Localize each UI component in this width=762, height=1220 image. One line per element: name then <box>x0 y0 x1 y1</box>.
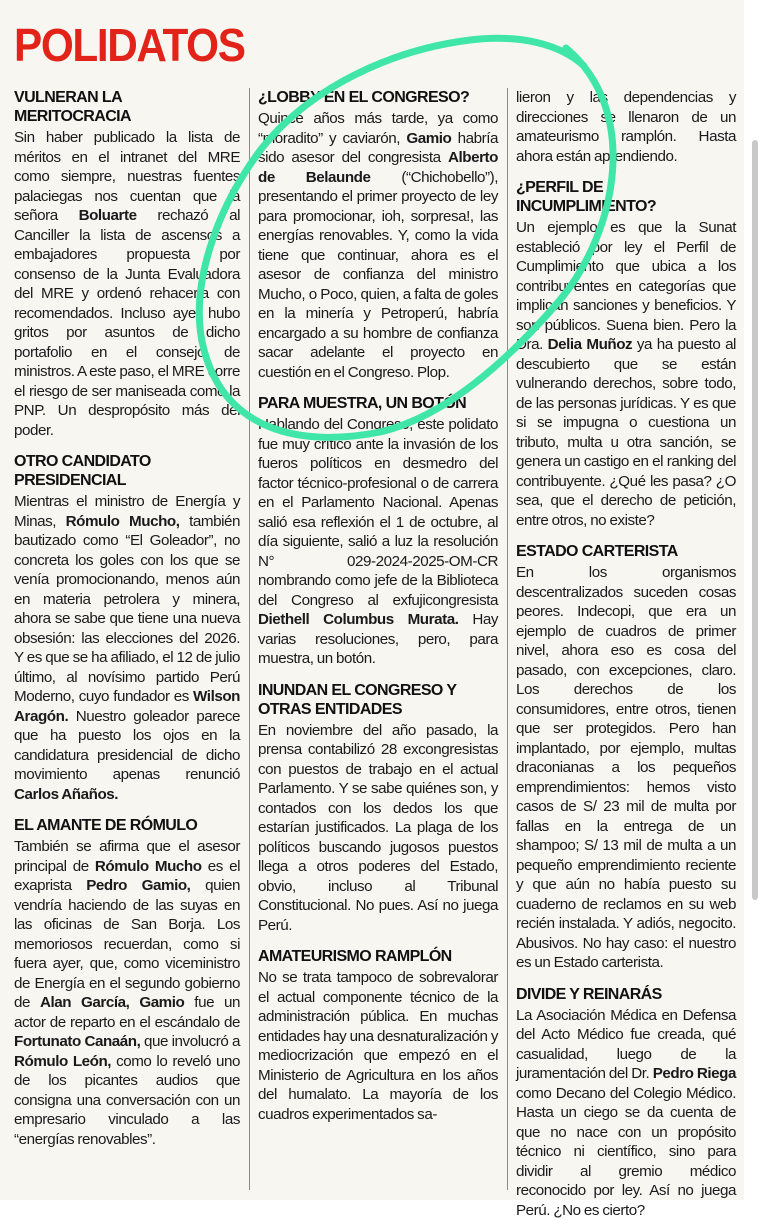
body-text: Sin haber publicado la lista de méritos en el intranet del MRE como siempre, nuestras fuentes palaciegas nos cuentan que la señora <box>14 129 240 224</box>
article-headline: INUNDAN EL CONGRESO Y OTRAS ENTIDADES <box>258 681 498 719</box>
article-body <box>516 218 736 530</box>
body-text: Mientras el ministro de Energía y Minas, <box>14 493 240 530</box>
section-masthead: POLIDATOS <box>14 22 245 68</box>
body-text: Un ejemplo es que la Sunat estableció por ley el Perfil de Cumplimiento que ubica a los contribuyentes en categorías que implican sanciones y beneficios. Y son públicos. Suena bien. Pero la Dra. <box>516 219 736 353</box>
bold-name: Alberto de Belaunde <box>258 149 498 186</box>
article-body <box>14 128 240 440</box>
body-text: como Decano del Colegio Médico. Hasta un ciego se da cuenta de que no nace con un propósito técnico ni científico, sino para dividir al gremio médico reconocido por ley. Así no juega Perú. ¿No es cierto? <box>516 1085 736 1219</box>
article-headline: PARA MUESTRA, UN BOTÓN <box>258 394 498 413</box>
body-text: también bautizado como “El Goleador”, no concreta los goles con los que se venía promocionando, menos aún en materia petrolera y minera, ahora se sabe que tiene una nueva obsesión: las elecciones del 2026. Y es que se ha afiliado, el 12 de julio último, al novísimo partido Perú Moderno, cuyo fundador es <box>14 513 240 706</box>
article-body <box>258 968 498 1124</box>
bold-name: Carlos Añaños. <box>14 786 118 803</box>
body-text: que involucró a <box>140 1033 240 1050</box>
column-1 <box>14 88 240 1190</box>
bold-name: Pedro Riega <box>653 1065 736 1082</box>
body-text: como lo reveló uno de los picantes audios que consigna una conversación con un empresario vinculado a las “energías renovables”. <box>14 1053 240 1148</box>
body-text: Hablando del Congreso, este polidato fue muy crítico ante la invasión de los fueros políticos en desmedro del factor técnico-profesional o de carrera en el Parlamento Nacional. Apenas salió esa reflexión el 1 de octubre, al día siguiente, salió a luz la resolución N° 029-2024-2025-OM-CR nombrando como jefe de la Biblioteca del Congreso al exfujicongresista <box>258 416 498 609</box>
article-headline: EL AMANTE DE RÓMULO <box>14 816 240 835</box>
article-body <box>516 563 736 973</box>
article-headline: ¿PERFIL DE INCUMPLIMIENTO? <box>516 178 736 216</box>
article-headline: DIVIDE Y REINARÁS <box>516 985 736 1004</box>
article <box>516 178 736 530</box>
page-margin <box>744 0 762 1200</box>
article-headline: OTRO CANDIDATO PRESIDENCIAL <box>14 452 240 490</box>
bold-name: Rómulo Mucho, <box>66 513 180 530</box>
body-text: La Asociación Médica en Defensa del Acto Médico fue creada, qué casualidad, luego de la juramentación del Dr. <box>516 1007 736 1083</box>
article-body <box>516 1006 736 1220</box>
article <box>258 681 498 936</box>
article-body <box>258 109 498 382</box>
article <box>258 88 498 382</box>
body-text: quien vendría haciendo de las suyas en las oficinas de San Borja. Los memoriosos recuerdan, como si fuera ayer, que, como viceministro de Energía en el segundo gobierno de <box>14 877 240 1011</box>
article <box>14 816 240 1149</box>
body-text: Nuestro goleador parece que ha puesto los ojos en la candidatura presidencial de dicho movimiento apenas renunció <box>14 708 240 784</box>
article-headline: AMATEURISMO RAMPLÓN <box>258 947 498 966</box>
bold-name: Wilson Aragón. <box>14 688 240 725</box>
article-body <box>516 88 736 166</box>
article <box>516 985 736 1220</box>
body-text: ya ha puesto al descubierto que se están vulnerando derechos, sobre todo, de las personas jurídicas. Y es que si se impugna o cuestiona un tributo, multa u otra sanción, se genera un castigo en el ranking del contribuyente. ¿Qué les pasa? ¿O sea, que el derecho de petición, entre otros, no existe? <box>516 336 736 529</box>
body-text: (“Chichobello”), presentando el primer proyecto de ley para promocionar, ioh, sorpresa!, las energías renovables. Y, como la vida tiene que continuar, ahora es el asesor de confianza del ministro Mucho, o Poco, quien, a falta de goles en la minería y Petroperú, habría encargado a su hombre de confianza sacar adelante el proyecto en cuestión en el Congreso. Plop. <box>258 169 498 381</box>
article-headline: VULNERAN LA MERITOCRACIA <box>14 88 240 126</box>
body-text: También se afirma que el asesor principal de <box>14 838 240 875</box>
bold-name: Fortunato Canaán, <box>14 1033 140 1050</box>
column-2 <box>258 88 498 1190</box>
bold-name: Alan García, Gamio <box>40 994 184 1011</box>
body-text: En los organismos descentralizados suceden cosas peores. Indecopi, que era un ejemplo de cuadros de primer nivel, ahora eso es cosa del pasado, con excepciones, claro. Los derechos de los consumidores, entre otros, tienen que ser protegidos. Pero han implantado, por ejemplo, multas draconianas a los pequeños emprendimientos: hemos visto casos de S/ 23 mil de multa por fallas en la entrega de un shampoo; S/ 13 mil de multa a un pequeño emprendimiento reciente y que aún no había puesto su cuaderno de reclamos en su web recién instalada. Y adiós, negocito. Abusivos. No hay caso: el nuestro es un Estado carterista. <box>516 564 736 971</box>
body-text: Hay varias resoluciones, pero, para muestra, un botón. <box>258 611 498 667</box>
article-body <box>14 492 240 804</box>
article-headline: ESTADO CARTERISTA <box>516 542 736 561</box>
article <box>516 542 736 973</box>
bold-name: Boluarte <box>79 207 137 224</box>
bold-name: Rómulo Mucho <box>95 858 202 875</box>
body-text: En noviembre del año pasado, la prensa contabilizó 28 excongresistas con puestos de trabajo en el actual Parlamento. Y se sabe quiénes son, y contados con los dedos los que estarían justificados. La plaga de los políticos buscando jugosos puestos llega a otros poderes del Estado, obvio, incluso al Tribunal Constitucional. No pues. Así no juega Perú. <box>258 722 498 934</box>
article-body <box>14 837 240 1149</box>
body-text: rechazó al Canciller la lista de ascensos a embajadores propuesta por consenso de la Junta Evaluadora del MRE y ordenó rehacerla con recomendados. Incluso ayer hubo gritos por asuntos de dicho portafolio en el consejo de ministros. A este paso, el MRE corre el riesgo de ser maniseada como la PNP. Un despropósito más del poder. <box>14 207 240 439</box>
body-text: No se trata tampoco de sobrevalorar el actual componente técnico de la administración pública. En muchas entidades hay una desnaturalización y mediocrización que empezó en el Ministerio de Agricultura en los años del humalato. La mayoría de los cuadros experimentados sa- <box>258 969 498 1123</box>
body-text: lieron y las dependencias y direcciones se llenaron de un amateurismo ramplón. Hasta ahora están aprendiendo. <box>516 89 736 165</box>
article <box>14 88 240 440</box>
bold-name: Diethell Columbus Murata. <box>258 611 458 628</box>
body-text: habría sido asesor del congresista <box>258 130 498 167</box>
article-body <box>258 415 498 669</box>
column-divider <box>507 88 508 1190</box>
scrollbar[interactable] <box>752 140 758 900</box>
article <box>258 394 498 669</box>
article <box>516 88 736 166</box>
body-text: es el exaprista <box>14 858 240 895</box>
column-3 <box>516 88 736 1190</box>
body-text: Quince años más tarde, ya como “moradito” y caviarón, <box>258 110 498 147</box>
body-text: fue un actor de reparto en el escándalo de <box>14 994 240 1031</box>
bold-name: Rómulo León, <box>14 1053 111 1070</box>
column-divider <box>249 88 250 1190</box>
article-body <box>258 721 498 936</box>
bold-name: Pedro Gamio, <box>86 877 190 894</box>
bold-name: Delia Muñoz <box>548 336 633 353</box>
bold-name: Gamio <box>406 130 451 147</box>
article <box>14 452 240 804</box>
article <box>258 947 498 1124</box>
article-headline: ¿LOBBY EN EL CONGRESO? <box>258 88 498 107</box>
